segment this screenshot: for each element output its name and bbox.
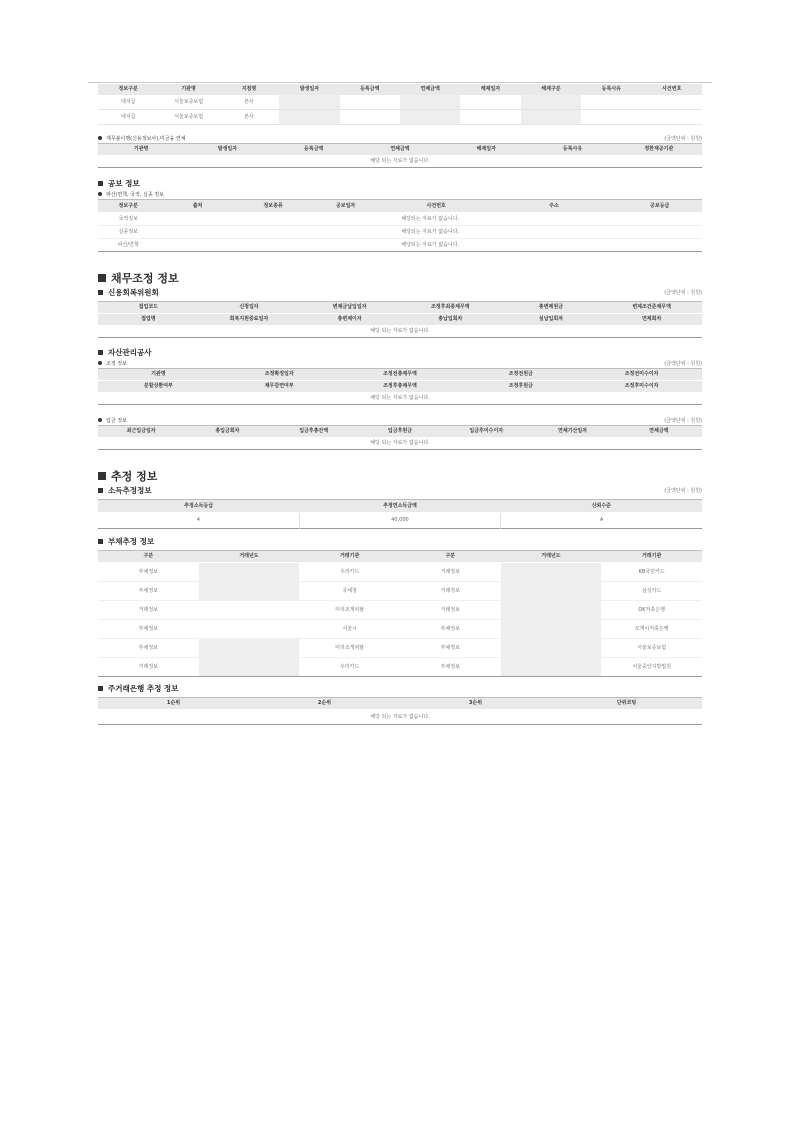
- debt-default-table: [98, 143, 702, 168]
- column-header: 입금후원금: [357, 426, 443, 438]
- redacted-cell: [279, 95, 339, 110]
- square-icon: [98, 686, 103, 691]
- column-header: 공보일자: [309, 200, 381, 213]
- table-cell: 서울중앙지방법원: [632, 663, 671, 670]
- table-row: [98, 710, 702, 725]
- table-cell: 우리카드: [339, 663, 360, 670]
- column-header: 총납입회차: [400, 314, 501, 326]
- column-header: 거래년도: [199, 551, 300, 563]
- table-row: [98, 438, 702, 450]
- subsection-title: 소득추정정보: [108, 485, 152, 495]
- table-header-row: [98, 314, 702, 326]
- column-header: 공보등급: [617, 200, 702, 213]
- unit-label: (금액단위 : 원원): [664, 417, 702, 424]
- row-label: 실종정보: [98, 226, 158, 239]
- table-row: [98, 513, 702, 529]
- table-cell: 부채정보: [98, 582, 199, 601]
- section-title-debt-adjustment: 채무조정 정보: [98, 270, 702, 286]
- table-cell: KB국민카드: [601, 563, 702, 582]
- table-cell: 서울보증보험: [158, 110, 218, 125]
- debt-estimate-table: [98, 550, 702, 677]
- table-row: [98, 639, 702, 658]
- kamco-payment-subheader: [98, 415, 702, 425]
- table-header-row: [98, 500, 702, 513]
- column-header: 등록사유: [529, 144, 615, 156]
- column-header: 발생일자: [184, 144, 270, 156]
- square-icon: [98, 350, 103, 355]
- column-header: 면제회차: [601, 314, 702, 326]
- income-amount: 40,000: [299, 513, 500, 529]
- unit-label: (금액단위 : 원원): [664, 360, 702, 367]
- table-row: [98, 563, 702, 582]
- column-header: 조정후원금: [460, 381, 581, 393]
- table-cell: [460, 110, 520, 125]
- column-header: 연체금액: [616, 426, 702, 438]
- redacted-cell: [501, 639, 602, 658]
- table-row: [98, 326, 702, 338]
- main-bank-table: [98, 697, 702, 725]
- redacted-cell: [521, 95, 581, 110]
- table-cell: 거래정보: [400, 601, 501, 620]
- column-header: 해제일자: [460, 84, 520, 95]
- column-header: 거래기관: [601, 551, 702, 563]
- column-header: 지점명: [219, 84, 279, 95]
- table-row: [98, 226, 702, 239]
- empty-message: 해당 되는 자료가 없습니다.: [370, 328, 430, 334]
- column-header: 거래기관: [299, 551, 400, 563]
- main-bank-title: 주거래은행 추정 정보: [98, 682, 702, 694]
- section-title-public-info: 공보 정보: [98, 177, 702, 189]
- kamco-payment-table: [98, 425, 702, 450]
- income-grade: 4: [196, 517, 200, 523]
- table-cell: 본사: [219, 110, 279, 125]
- column-header: 조정전원금: [460, 369, 581, 381]
- column-header: 최근입금일자: [98, 426, 184, 438]
- table-cell: [340, 95, 400, 110]
- debt-estimate-title: 부채추정 정보: [98, 535, 702, 547]
- column-header: 조정전미수이자: [581, 369, 702, 381]
- column-header: 정보종류: [237, 200, 309, 213]
- row-label: 파산/면책: [117, 241, 139, 248]
- table-cell: [642, 110, 702, 125]
- column-header: 조정후미수이자: [581, 381, 702, 393]
- column-header: 총변제이자: [299, 314, 400, 326]
- column-header: 구분: [400, 551, 501, 563]
- table-row: [98, 582, 702, 601]
- redacted-cell: [501, 563, 602, 582]
- column-header: 3순위: [400, 698, 551, 710]
- bullet-icon: [98, 136, 102, 140]
- column-header: 신청일자: [199, 302, 300, 314]
- column-header: 접업명: [98, 314, 199, 326]
- column-header: 발생일자: [279, 84, 339, 95]
- redacted-cell: [400, 95, 460, 110]
- empty-message: 해당 되는 자료가 없습니다.: [370, 395, 430, 401]
- table-cell: 서울시: [299, 620, 400, 639]
- redacted-cell: [199, 639, 300, 658]
- table-header-row: [98, 144, 702, 156]
- column-header: 사건번호: [382, 200, 491, 213]
- table-cell: [642, 95, 702, 110]
- bullet-icon: [98, 361, 102, 365]
- column-header: 해제구분: [521, 84, 581, 95]
- confidence-level: A: [501, 513, 702, 529]
- income-header: [98, 484, 702, 496]
- table-cell: 부채정보: [440, 663, 460, 670]
- column-header: 변제금납입일자: [299, 302, 400, 314]
- column-header: 기관명: [158, 84, 218, 95]
- table-cell: 미리조개피탈: [299, 601, 400, 620]
- kamco-adjust-table: [98, 368, 702, 405]
- table-cell: [581, 95, 641, 110]
- table-cell: [340, 110, 400, 125]
- table-row: [98, 601, 702, 620]
- column-header: 추정소득등급: [98, 500, 299, 513]
- empty-message: 해당 되는 자료가 없습니다.: [370, 158, 430, 164]
- column-header: 기관명: [98, 369, 219, 381]
- table-cell: [199, 620, 300, 639]
- square-icon: [98, 290, 103, 295]
- column-header: 등록금액: [340, 84, 400, 95]
- column-header: 신뢰수준: [501, 500, 702, 513]
- table-cell: 부채정보: [400, 620, 501, 639]
- redacted-cell: [501, 620, 602, 639]
- table-header-row: [98, 426, 702, 438]
- table-header-row: [98, 381, 702, 393]
- table-cell: 거래정보: [138, 663, 158, 670]
- empty-message: 해당 되는 자료가 없습니다.: [370, 713, 430, 720]
- table-cell: 거래정보: [400, 563, 501, 582]
- empty-message: 해당되는 자료가 없습니다.: [401, 241, 460, 248]
- redacted-cell: [199, 582, 300, 601]
- table-cell: 부채정보: [98, 620, 199, 639]
- column-header: 구분: [98, 551, 199, 563]
- table-cell: [199, 601, 300, 620]
- table-cell: [581, 110, 641, 125]
- column-header: 추정연소득금액: [299, 500, 500, 513]
- redacted-cell: [501, 582, 602, 601]
- table-header-row: [98, 84, 702, 95]
- column-header: 사건번호: [642, 84, 702, 95]
- subsection-title: 신용회복위원회: [108, 287, 159, 297]
- column-header: 회복지원중료일자: [199, 314, 300, 326]
- table-header-row: [98, 200, 702, 213]
- table-cell: 서울보증보험: [158, 95, 218, 110]
- kamco-adjust-subheader: [98, 358, 702, 368]
- column-header: 총입금회차: [184, 426, 270, 438]
- column-header: 분할상환여부: [98, 381, 219, 393]
- unit-label: (금액단위 : 원원): [664, 487, 702, 494]
- column-header: 주소: [491, 200, 618, 213]
- top-info-table: [98, 84, 702, 125]
- table-cell: OK저축은행: [601, 601, 702, 620]
- table-row: [98, 393, 702, 405]
- redacted-cell: [199, 563, 300, 582]
- subsection-title: 파산/면책, 국적, 실종 정보: [106, 191, 164, 198]
- square-icon: [98, 539, 103, 544]
- table-row: [98, 156, 702, 168]
- public-info-table: [98, 199, 702, 252]
- kamco-title: 자산관리공사: [98, 346, 702, 358]
- table-cell: 거래정보: [400, 582, 501, 601]
- report-page: [98, 84, 702, 725]
- table-cell: 거래정보: [98, 601, 199, 620]
- table-cell: 본사: [219, 95, 279, 110]
- unit-label: (금액단위 : 원원): [664, 135, 702, 142]
- square-icon: [98, 274, 106, 282]
- income-estimate-table: [98, 499, 702, 529]
- table-cell: 국세청: [299, 582, 400, 601]
- table-cell: 모게이저축은행: [601, 620, 702, 639]
- table-row: [98, 95, 702, 110]
- table-cell: [460, 95, 520, 110]
- section-title-estimate: 추정 정보: [98, 468, 702, 484]
- table-row: [98, 213, 702, 226]
- table-cell: 부채정보: [400, 639, 501, 658]
- column-header: 실납입회차: [501, 314, 602, 326]
- column-header: 기관명: [98, 144, 184, 156]
- bullet-icon: [98, 192, 102, 196]
- table-cell: 부채정보: [98, 639, 199, 658]
- column-header: 해제일자: [443, 144, 529, 156]
- credit-recovery-header: [98, 286, 702, 298]
- table-header-row: [98, 302, 702, 314]
- column-header: 입금후미수이자: [443, 426, 529, 438]
- column-header: 변제조건준채무액: [601, 302, 702, 314]
- redacted-cell: [521, 110, 581, 125]
- table-cell: 우리카드: [299, 563, 400, 582]
- square-icon: [98, 472, 106, 480]
- column-header: 입금후총잔액: [271, 426, 357, 438]
- subsection-title: 재무불이행(신용정보사),미금융 연체: [106, 135, 186, 142]
- table-row: [98, 239, 702, 252]
- row-label: 국적정보: [98, 213, 158, 226]
- table-header-row: [98, 698, 702, 710]
- table-cell: 삼성카드: [601, 582, 702, 601]
- table-row: [98, 620, 702, 639]
- square-icon: [98, 181, 103, 186]
- redacted-cell: [400, 110, 460, 125]
- table-cell: 대지급: [98, 110, 158, 125]
- column-header: 총변제원금: [501, 302, 602, 314]
- top-rule: [88, 82, 712, 83]
- column-header: 등록금액: [271, 144, 357, 156]
- public-info-subheader: [98, 189, 702, 199]
- redacted-cell: [501, 658, 602, 677]
- table-row: [98, 110, 702, 125]
- unit-label: (금액단위 : 원원): [664, 289, 702, 296]
- column-header: 정한재공기관: [616, 144, 702, 156]
- column-header: 연체금액: [400, 84, 460, 95]
- table-cell: 미리조개피탈: [299, 639, 400, 658]
- column-header: 조정확정일자: [219, 369, 340, 381]
- empty-message: 해당 되는 자료가 없습니다.: [370, 440, 430, 446]
- column-header: 조정후최종채무액: [400, 302, 501, 314]
- table-header-row: [98, 551, 702, 563]
- column-header: 접업코드: [98, 302, 199, 314]
- redacted-cell: [279, 110, 339, 125]
- column-header: 연체기산일자: [529, 426, 615, 438]
- column-header: 조정후총채무액: [340, 381, 461, 393]
- table-cell: 서울보증보험: [601, 639, 702, 658]
- column-header: 단위코팅: [551, 698, 702, 710]
- table-header-row: [98, 369, 702, 381]
- column-header: 정보구분: [98, 84, 158, 95]
- redacted-cell: [199, 658, 300, 677]
- subsection-title: 입금 정보: [106, 417, 127, 424]
- table-row: [98, 658, 702, 677]
- column-header: 거래년도: [501, 551, 602, 563]
- table-cell: 부채정보: [98, 563, 199, 582]
- column-header: 조정전총채무액: [340, 369, 461, 381]
- debt-default-subheader: [98, 133, 702, 143]
- subsection-title: 조정 정보: [106, 360, 127, 367]
- redacted-cell: [501, 601, 602, 620]
- column-header: 등록사유: [581, 84, 641, 95]
- column-header: 1순위: [98, 698, 249, 710]
- column-header: 출처: [158, 200, 237, 213]
- column-header: 채무감면여부: [219, 381, 340, 393]
- bullet-icon: [98, 418, 102, 422]
- credit-recovery-table: [98, 301, 702, 338]
- table-cell: 대지급: [98, 95, 158, 110]
- empty-message: 해당되는 자료가 없습니다.: [158, 226, 702, 239]
- column-header: 2순위: [249, 698, 400, 710]
- empty-message: 해당되는 자료가 없습니다.: [158, 213, 702, 226]
- column-header: 연체금액: [357, 144, 443, 156]
- square-icon: [98, 488, 103, 493]
- column-header: 정보구분: [98, 200, 158, 213]
